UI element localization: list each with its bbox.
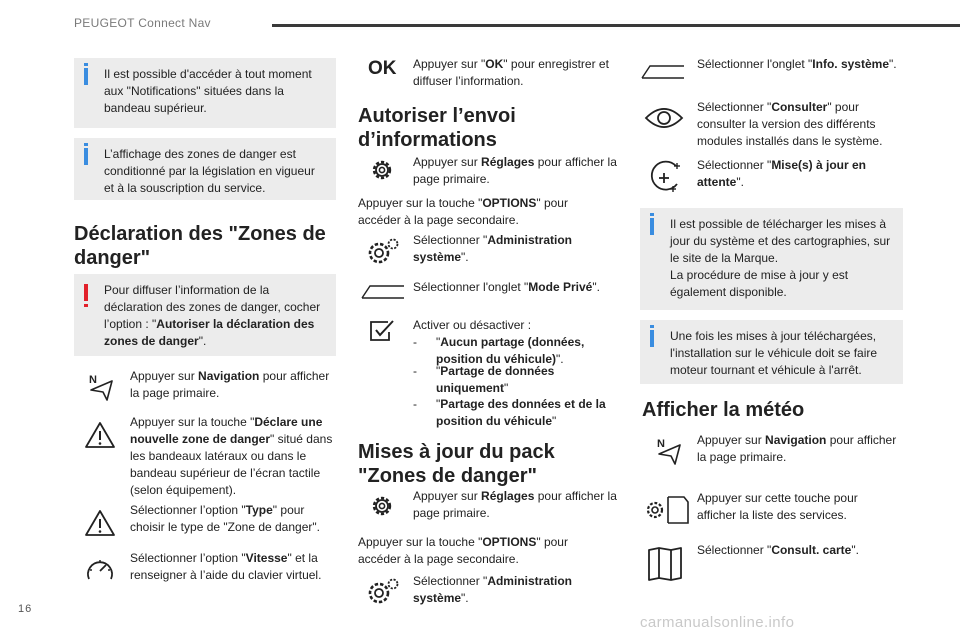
info-marker-icon: [650, 330, 654, 347]
step-text: Appuyer sur "OK" pour enregistrer et diffuser l’information.: [413, 57, 609, 88]
tab-icon: [640, 62, 686, 80]
svg-text:N: N: [89, 374, 97, 386]
info-marker-icon: [84, 68, 88, 85]
watermark: carmanualsonline.info: [640, 614, 795, 631]
speedometer-icon: [84, 555, 116, 585]
step-text: Appuyer sur Réglages pour afficher la page primaire.: [413, 489, 617, 520]
info-marker-icon: [84, 148, 88, 165]
eye-icon: [644, 104, 684, 132]
step-text: Sélectionner "Mise(s) à jour en attente".: [697, 158, 866, 189]
list-item: - "Partage de données uniquement": [413, 364, 555, 395]
warning-triangle-icon: [84, 420, 116, 450]
header-rule: [272, 24, 960, 27]
info-note: [640, 208, 903, 310]
note-text: Une fois les mises à jour téléchargées, l'installation sur le véhicule doit se faire moteur tournant et véhicule à l'arrêt.: [670, 329, 878, 377]
step-text: Sélectionner "Consult. carte".: [697, 543, 859, 557]
warning-note: [74, 274, 336, 356]
step-text: Activer ou désactiver :: [413, 318, 532, 332]
note-text: L’affichage des zones de danger est conditionné par la législation en vigueur et à la souscription du service.: [104, 147, 315, 195]
svg-text:N: N: [657, 438, 665, 450]
section-heading: Mises à jour du pack "Zones de danger": [358, 441, 555, 487]
warning-triangle-icon: [84, 508, 116, 538]
tab-icon: [360, 282, 406, 300]
step-text: Sélectionner l’option "Vitesse" et la renseigner à l’aide du clavier virtuel.: [130, 551, 322, 582]
settings-gear-icon: [368, 156, 396, 184]
step-text: Appuyer sur cette touche pour afficher la liste des services.: [697, 491, 858, 522]
warning-marker-icon: [84, 284, 88, 301]
ok-icon: OK: [368, 58, 397, 79]
admin-gears-icon: [366, 236, 400, 268]
list-item: - "Partage des données et de la position du véhicule": [413, 397, 606, 428]
note-text: ".: [198, 334, 207, 348]
note-emphasis: Autoriser la déclaration des zones de danger: [104, 317, 315, 348]
page-number: 16: [18, 603, 33, 615]
services-icon: [644, 494, 690, 526]
step-text: Sélectionner l’option "Type" pour choisir le type de "Zone de danger".: [130, 503, 320, 534]
running-header: PEUGEOT Connect Nav: [74, 16, 211, 30]
info-note: [74, 58, 336, 128]
step-text: Appuyer sur la touche "Déclare une nouvelle zone de danger" situé dans les bandeaux latéraux ou dans le bandeau supérieur de l’écran tactile (selon équipement).: [130, 415, 333, 497]
checkbox-icon: [368, 318, 396, 344]
note-text: Il est possible d'accéder à tout moment aux "Notifications" situées dans la bandeau supérieur.: [104, 67, 312, 115]
note-text: La procédure de mise à jour y est également disponible.: [670, 268, 849, 299]
info-marker-icon: [650, 218, 654, 235]
step-text: Sélectionner "Administration système".: [413, 574, 572, 605]
section-heading: Déclaration des "Zones de danger": [74, 223, 326, 269]
paragraph: Appuyer sur la touche "OPTIONS" pour accéder à la page secondaire.: [358, 196, 568, 227]
settings-gear-icon: [368, 492, 396, 520]
step-text: Sélectionner l'onglet "Mode Privé".: [413, 280, 600, 294]
navigation-icon: [654, 436, 684, 466]
step-text: Appuyer sur Navigation pour afficher la page primaire.: [130, 369, 330, 400]
step-text: Sélectionner l'onglet "Info. système".: [697, 57, 897, 71]
note-text: Il est possible de télécharger les mises à jour du système et des cartographies, sur le site de la Marque.: [670, 217, 891, 265]
section-heading: Autoriser l’envoi d’informations: [358, 105, 516, 151]
map-icon: [646, 546, 684, 582]
step-text: Appuyer sur Navigation pour afficher la page primaire.: [697, 433, 897, 464]
list-item: - "Aucun partage (données, position du véhicule)".: [413, 335, 585, 366]
paragraph: Appuyer sur la touche "OPTIONS" pour accéder à la page secondaire.: [358, 535, 568, 566]
step-text: Appuyer sur Réglages pour afficher la page primaire.: [413, 155, 617, 186]
navigation-icon: [86, 372, 116, 402]
step-text: Sélectionner "Administration système".: [413, 233, 572, 264]
info-note: [640, 320, 903, 384]
pending-updates-icon: [646, 160, 686, 194]
section-heading: Afficher la météo: [642, 399, 805, 421]
note-text: Pour diffuser l’information de la déclaration des zones de danger, cocher l’option : ": [104, 283, 321, 331]
step-text: Sélectionner "Consulter" pour consulter la version des différents modules installés dans le système.: [697, 100, 883, 148]
info-note: [74, 138, 336, 200]
admin-gears-icon: [366, 576, 400, 608]
